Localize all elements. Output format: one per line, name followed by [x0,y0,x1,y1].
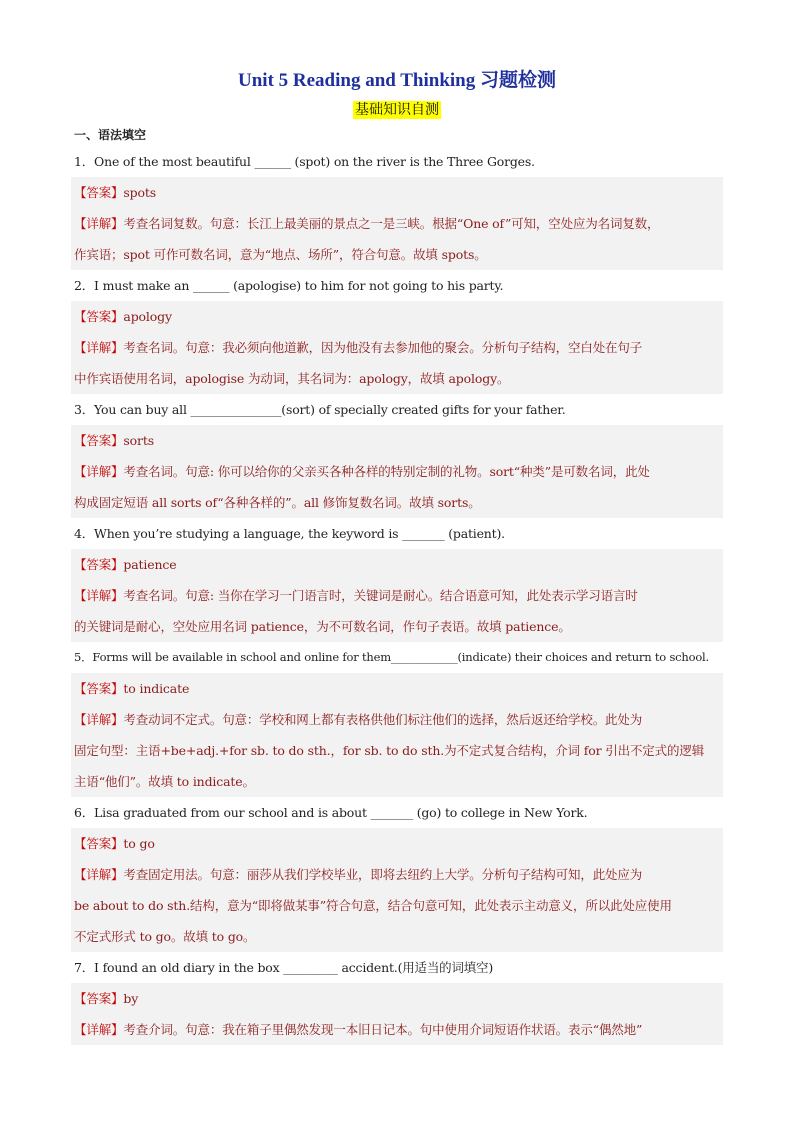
subtitle-row [74,98,720,122]
answer-value: to indicate [123,681,190,696]
answer-value: sorts [123,433,155,448]
detail-line [74,890,720,921]
answer-line [74,549,720,580]
answer-tag: 【答案】 [74,557,124,572]
detail-line [74,487,720,518]
detail-tag: 【详解】 [74,712,124,727]
answer-line [74,828,720,859]
detail-line [74,704,720,735]
answer-tag: 【答案】 [74,991,124,1006]
worksheet-page [74,64,720,1045]
answer-line [74,983,720,1014]
detail-text: 不定式形式 to go。故填 to go。 [74,929,256,944]
detail-line [74,859,720,890]
detail-line [74,456,720,487]
answer-tag: 【答案】 [74,185,124,200]
answer-line [74,425,720,456]
detail-tag: 【详解】 [74,340,124,355]
answer-block [71,983,723,1045]
question-text: 5．Forms will be available in school and online for them____________(indicate) their choices and return to school. [74,650,709,664]
answer-block [71,549,723,642]
answer-value: by [123,991,139,1006]
detail-line [74,208,720,239]
answer-line [74,177,720,208]
detail-text: be about to do sth.结构，意为“即将做某事”符合句意，结合句意可知，此处表示主动意义，所以此处应使用 [74,898,672,913]
answer-value: apology [123,309,172,324]
detail-text: 考查名词。句意: 你可以给你的父亲买各种各样的特别定制的礼物。sort“种类”是可数名词，此处 [123,464,650,479]
detail-text: 构成固定短语 all sorts of“各种各样的”。all 修饰复数名词。故填 sorts。 [74,495,481,510]
answer-tag: 【答案】 [74,433,124,448]
detail-line [74,611,720,642]
detail-text: 考查名词复数。句意：长江上最美丽的景点之一是三峡。根据“One of”可知，空处应为名词复数， [123,216,660,231]
question-list [74,146,720,1045]
detail-text: 的关键词是耐心，空处应用名词 patience，为不可数名词，作句子表语。故填 patience。 [74,619,571,634]
detail-line [74,363,720,394]
question-text: 7．I found an old diary in the box _________ accident.(用适当的词填空) [74,960,494,975]
detail-text: 作宾语；spot 可作可数名词，意为“地点、场所”，符合句意。故填 spots。 [74,247,487,262]
section-heading: 一、语法填空 [74,128,147,142]
detail-text: 主语“他们”。故填 to indicate。 [74,774,255,789]
question-text: 4．When you’re studying a language, the keyword is _______ (patient). [74,526,505,541]
detail-text: 固定句型：主语+be+adj.+for sb. to do sth.，for sb. to do sth.为不定式复合结构，介词 for 引出不定式的逻辑 [74,743,705,758]
answer-value: to go [123,836,155,851]
detail-line [74,1014,720,1045]
detail-text: 考查固定用法。句意：丽莎从我们学校毕业，即将去纽约上大学。分析句子结构可知，此处应为 [123,867,643,882]
detail-line [74,332,720,363]
question-text: 6．Lisa graduated from our school and is about _______ (go) to college in New York. [74,805,588,820]
detail-text: 考查介词。句意：我在箱子里偶然发现一本旧日记本。句中使用介词短语作状语。表示“偶然地” [123,1022,643,1037]
detail-line [74,766,720,797]
detail-tag: 【详解】 [74,867,124,882]
answer-block [71,673,723,797]
answer-block [71,828,723,952]
answer-tag: 【答案】 [74,836,124,851]
question-text: 3．You can buy all _______________(sort) of specially created gifts for your father. [74,402,566,417]
answer-tag: 【答案】 [74,309,124,324]
answer-block [71,177,723,270]
answer-block [71,425,723,518]
detail-line [74,921,720,952]
detail-text: 中作宾语使用名词，apologise 为动词，其名词为：apology，故填 apology。 [74,371,510,386]
detail-tag: 【详解】 [74,588,124,603]
detail-line [74,735,720,766]
page-title: Unit 5 Reading and Thinking 习题检测 [238,70,556,91]
answer-line [74,301,720,332]
detail-tag: 【详解】 [74,216,124,231]
detail-line [74,239,720,270]
answer-value: spots [123,185,157,200]
detail-line [74,580,720,611]
answer-value: patience [123,557,177,572]
page-subtitle: 基础知识自测 [355,102,439,118]
question-text: 1．One of the most beautiful ______ (spot) on the river is the Three Gorges. [74,154,535,169]
question-text: 2．I must make an ______ (apologise) to him for not going to his party. [74,278,504,293]
answer-tag: 【答案】 [74,681,124,696]
answer-block [71,301,723,394]
detail-text: 考查名词。句意：我必须向他道歉，因为他没有去参加他的聚会。分析句子结构，空白处在句子 [123,340,643,355]
answer-line [74,673,720,704]
detail-text: 考查动词不定式。句意：学校和网上都有表格供他们标注他们的选择，然后返还给学校。此处为 [123,712,643,727]
detail-tag: 【详解】 [74,464,124,479]
detail-text: 考查名词。句意: 当你在学习一门语言时，关键词是耐心。结合语意可知，此处表示学习语言时 [123,588,638,603]
detail-tag: 【详解】 [74,1022,124,1037]
